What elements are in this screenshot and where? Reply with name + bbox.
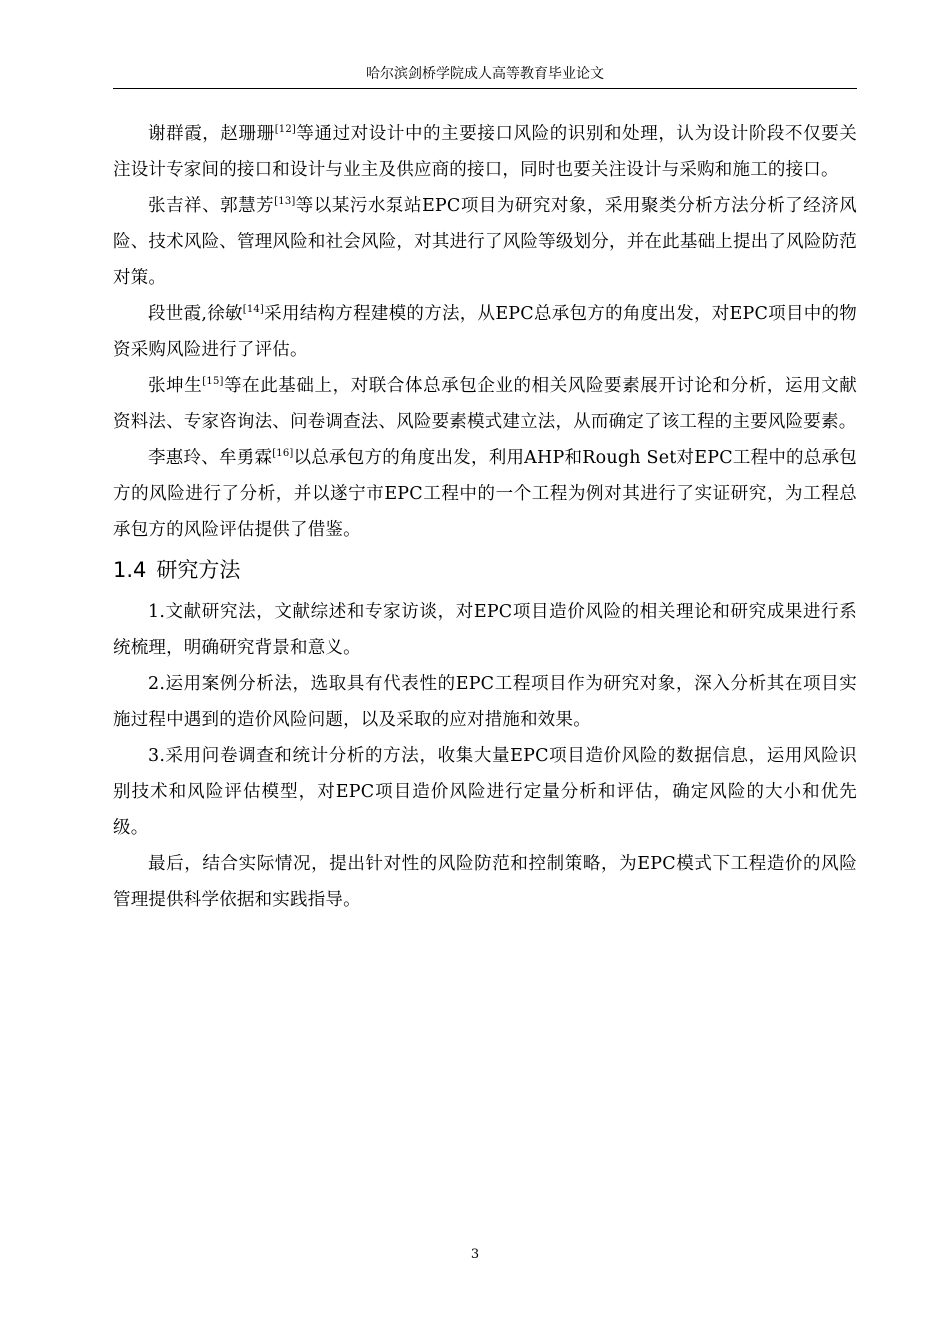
section-title: 研究方法 [156,558,241,582]
para-authors: 张吉祥、郭慧芳 [148,196,275,216]
para-authors: 张坤生 [148,376,203,396]
paragraph-xie-zhao [113,116,857,188]
para-text: 等以某污水泵站EPC项目为研究对象，采用聚类分析方法分析了经济风险、技术风险、管理风险和社会风险，对其进行了风险等级划分，并在此基础上提出了风险防范对策。 [113,196,857,288]
paragraph-zhang-guo [113,188,857,296]
method-item-3: 3.采用问卷调查和统计分析的方法，收集大量EPC项目造价风险的数据信息，运用风险识别技术和风险评估模型，对EPC项目造价风险进行定量分析和评估，确定风险的大小和优先级。 [113,746,857,838]
method-conclusion: 最后，结合实际情况，提出针对性的风险防范和控制策略，为EPC模式下工程造价的风险管理提供科学依据和实践指导。 [113,854,857,910]
page-body [113,116,857,918]
para-authors: 段世霞,徐敏 [148,304,243,324]
para-authors: 李惠玲、牟勇霖 [148,448,273,468]
paragraph-li-mou [113,440,857,548]
section-number: 1.4 [113,558,147,582]
para-text: 等通过对设计中的主要接口风险的识别和处理，认为设计阶段不仅要关注设计专家间的接口和设计与业主及供应商的接口，同时也要关注设计与采购和施工的接口。 [113,124,858,180]
paragraph-zhang-kunsheng [113,368,857,440]
page-number: 3 [470,1247,480,1262]
section-heading [113,552,857,588]
header-title: 哈尔滨剑桥学院成人高等教育毕业论文 [366,66,604,82]
para-text: 等在此基础上，对联合体总承包企业的相关风险要素展开讨论和分析，运用文献资料法、专家咨询法、问卷调查法、风险要素模式建立法，从而确定了该工程的主要风险要素。 [113,376,857,432]
para-text: 以总承包方的角度出发，利用AHP和Rough Set对EPC工程中的总承包方的风险进行了分析，并以遂宁市EPC工程中的一个工程为例对其进行了实证研究，为工程总承包方的风险评估提供了借鉴。 [113,448,857,540]
citation-ref: [13] [274,196,296,208]
citation-ref: [12] [274,124,297,136]
citation-ref: [16] [272,448,294,460]
para-authors: 谢群霞，赵珊珊 [148,124,275,144]
citation-ref: [14] [242,304,265,316]
paragraph-duan-xu [113,296,857,368]
running-header [113,60,857,89]
para-text: 采用结构方程建模的方法，从EPC总承包方的角度出发，对EPC项目中的物资采购风险进行了评估。 [113,304,857,360]
citation-ref: [15] [202,376,224,388]
method-item-2: 2.运用案例分析法，选取具有代表性的EPC工程项目作为研究对象，深入分析其在项目实施过程中遇到的造价风险问题，以及采取的应对措施和效果。 [113,674,857,730]
method-item-1: 1.文献研究法，文献综述和专家访谈，对EPC项目造价风险的相关理论和研究成果进行系统梳理，明确研究背景和意义。 [113,602,857,658]
